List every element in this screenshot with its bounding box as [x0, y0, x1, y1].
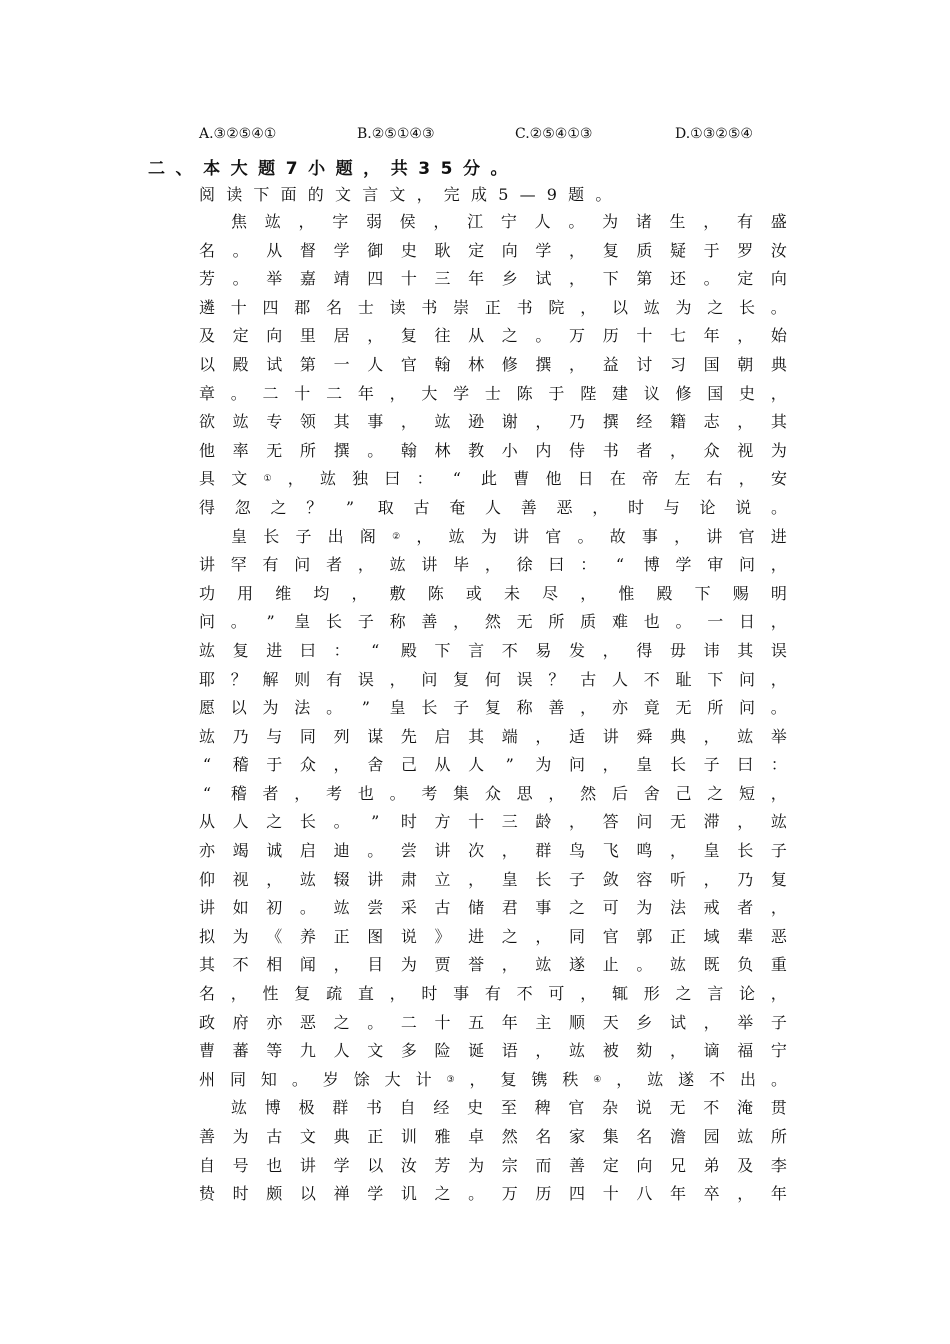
- passage-line: 贽 时 颇 以 禅 学 讥 之 。 万 历 四 十 八 年 卒 ， 年: [199, 1184, 787, 1204]
- passage-line: 他 率 无 所 撰 。 翰 林 教 小 内 侍 书 者 ， 众 视 为: [199, 440, 787, 460]
- passage-line: 问 。 ” 皇 长 子 称 善 ， 然 无 所 质 难 也 。 一 日 ，: [199, 612, 787, 632]
- passage-line: 讲 罕 有 问 者 ， 竑 讲 毕 ， 徐 曰 ： “ 博 学 审 问 ，: [199, 555, 787, 575]
- passage-line: 以 殿 试 第 一 人 官 翰 林 修 撰 ， 益 讨 习 国 朝 典: [199, 354, 787, 374]
- passage-line: 其 不 相 闻 ， 目 为 贾 誉 ， 竑 遂 止 。 竑 既 负 重: [199, 955, 787, 975]
- passage-line: 曹 蕃 等 九 人 文 多 险 诞 语 ， 竑 被 劾 ， 谪 福 宁: [199, 1041, 787, 1061]
- passage-line: 讲 如 初 。 竑 尝 采 古 储 君 事 之 可 为 法 戒 者 ，: [199, 898, 787, 918]
- passage-line: 耶 ？ 解 则 有 误 ， 问 复 何 误 ？ 古 人 不 耻 下 问 ，: [199, 669, 787, 689]
- passage-line: 具 文 ① ， 竑 独 曰 ： “ 此 曹 他 日 在 帝 左 右 ， 安: [199, 469, 787, 489]
- passage-line: 名 。 从 督 学 御 史 耿 定 向 学 ， 复 质 疑 于 罗 汝: [199, 240, 787, 260]
- passage-line: 芳 。 举 嘉 靖 四 十 三 年 乡 试 ， 下 第 还 。 定 向: [199, 269, 787, 289]
- section-title: 二、本大题7小题，共35分。: [148, 159, 519, 179]
- passage-line: 仰 视 ， 竑 辍 讲 肃 立 ， 皇 长 子 敛 容 听 ， 乃 复: [199, 869, 787, 889]
- option-b: B.②⑤①④③: [357, 126, 435, 142]
- option-a: A.③②⑤④①: [199, 126, 277, 142]
- passage-line: “ 稽 者 ， 考 也 。 考 集 众 思 ， 然 后 舍 己 之 短 ，: [202, 783, 787, 803]
- passage-line: 得 忽 之 ？ ” 取 古 奄 人 善 恶 ， 时 与 论 说 。: [199, 497, 787, 517]
- passage-line: 拟 为 《 养 正 图 说 》 进 之 ， 同 官 郭 正 域 辈 恶: [199, 926, 787, 946]
- passage-line: 名 ， 性 复 疏 直 ， 时 事 有 不 可 ， 辄 形 之 言 论 ，: [199, 984, 787, 1004]
- passage-line: 功 用 维 均 ， 敷 陈 或 未 尽 ， 惟 殿 下 赐 明: [199, 583, 787, 603]
- passage-line: 从 人 之 长 。 ” 时 方 十 三 龄 ， 答 问 无 滞 ， 竑: [199, 812, 787, 832]
- classical-chinese-passage: [199, 208, 787, 1209]
- passage-line: 欲 竑 专 领 其 事 ， 竑 逊 谢 ， 乃 撰 经 籍 志 ， 其: [199, 412, 787, 432]
- passage-line: 及 定 向 里 居 ， 复 往 从 之 。 万 历 十 七 年 ， 始: [199, 326, 787, 346]
- passage-line: 善 为 古 文 典 正 训 雅 卓 然 名 家 集 名 澹 园 竑 所: [199, 1127, 787, 1146]
- passage-line: 焦 竑 ， 字 弱 侯 ， 江 宁 人 。 为 诸 生 ， 有 盛: [231, 212, 787, 231]
- passage-line: 亦 竭 诚 启 迪 。 尝 讲 次 ， 群 鸟 飞 鸣 ， 皇 长 子: [199, 841, 787, 861]
- passage-line: 自 号 也 讲 学 以 汝 芳 为 宗 而 善 定 向 兄 弟 及 李: [199, 1155, 787, 1175]
- passage-line: 皇 长 子 出 阁 ② ， 竑 为 讲 官 。 故 事 ， 讲 官 进: [231, 526, 787, 546]
- passage-line: 竑 博 极 群 书 自 经 史 至 稗 官 杂 说 无 不 淹 贯: [231, 1098, 787, 1118]
- reading-instruction: 阅读下面的文言文，完成5—9题。: [199, 185, 623, 204]
- answer-options: [199, 126, 799, 148]
- option-d: D.①③②⑤④: [675, 126, 753, 142]
- passage-line: 竑 乃 与 同 列 谋 先 启 其 端 ， 适 讲 舜 典 ， 竑 举: [199, 726, 787, 746]
- passage-line: 遴 十 四 郡 名 士 读 书 崇 正 书 院 ， 以 竑 为 之 长 。: [199, 297, 787, 317]
- passage-line: 政 府 亦 恶 之 。 二 十 五 年 主 顺 天 乡 试 ， 举 子: [199, 1012, 787, 1032]
- option-c: C.②⑤④①③: [515, 126, 593, 142]
- passage-line: 州 同 知 。 岁 馀 大 计 ③ ， 复 镌 秩 ④ ， 竑 遂 不 出 。: [199, 1069, 787, 1089]
- passage-line: “ 稽 于 众 ， 舍 己 从 人 ” 为 问 ， 皇 长 子 曰 ：: [202, 755, 787, 775]
- passage-line: 竑 复 进 曰 ： “ 殿 下 言 不 易 发 ， 得 毋 讳 其 误: [199, 640, 787, 660]
- passage-line: 章 。 二 十 二 年 ， 大 学 士 陈 于 陛 建 议 修 国 史 ，: [199, 383, 787, 403]
- passage-line: 愿 以 为 法 。 ” 皇 长 子 复 称 善 ， 亦 竟 无 所 问 。: [199, 698, 787, 718]
